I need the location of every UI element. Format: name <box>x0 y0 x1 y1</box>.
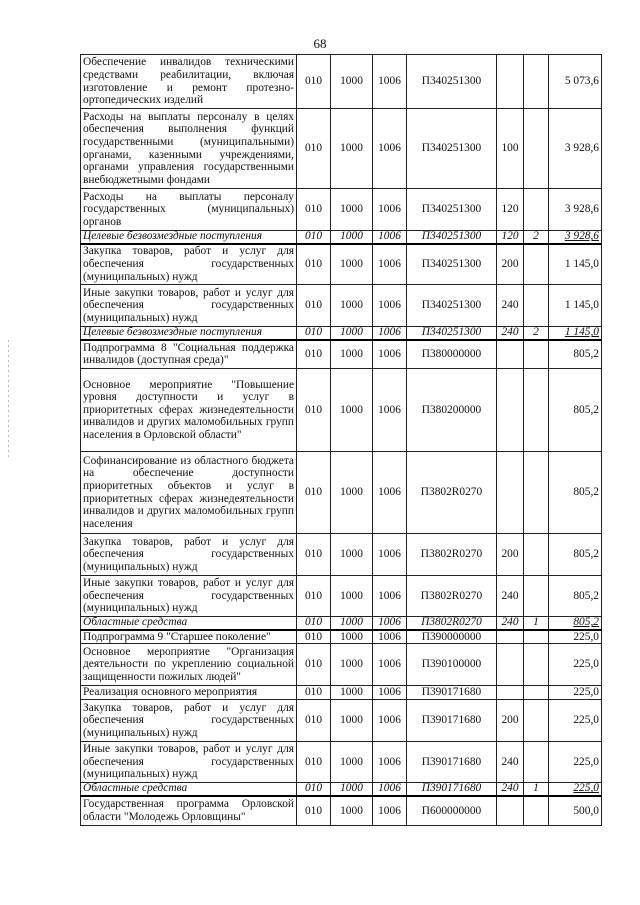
row-code-source <box>524 576 549 617</box>
row-code-admin: 010 <box>297 231 331 244</box>
row-amount: 805,2 <box>549 617 602 630</box>
row-code-source <box>524 686 549 700</box>
row-code-admin: 010 <box>297 742 331 783</box>
row-code-expense-type: 200 <box>497 534 524 576</box>
row-code-expense-type: 120 <box>497 189 524 231</box>
row-code-admin: 010 <box>297 534 331 576</box>
table-row <box>81 534 602 576</box>
row-code-target: П340251300 <box>407 231 497 244</box>
row-code-source <box>524 189 549 231</box>
row-code-expense-type <box>497 452 524 534</box>
row-code-source <box>524 285 549 327</box>
row-code-source <box>524 340 549 369</box>
row-code-expense-type: 240 <box>497 285 524 327</box>
row-amount: 225,0 <box>549 700 602 742</box>
row-code-subsection: 1006 <box>373 244 407 285</box>
row-amount: 805,2 <box>549 340 602 369</box>
row-amount: 1 145,0 <box>549 244 602 285</box>
row-code-source <box>524 244 549 285</box>
table-row <box>81 109 602 189</box>
row-code-admin: 010 <box>297 617 331 630</box>
row-name: Целевые безвозмездные поступления <box>81 231 297 244</box>
row-code-target: П3802R0270 <box>407 452 497 534</box>
row-code-subsection: 1006 <box>373 231 407 244</box>
row-code-target: П340251300 <box>407 55 497 109</box>
row-name: Софинансирование из областного бюджета на обеспечение доступности приоритетных объектов и услуг в приоритетных сферах жизнедеятельности инвалидов и других маломобильных групп населения <box>81 452 297 534</box>
row-amount: 225,0 <box>549 630 602 644</box>
row-name: Закупка товаров, работ и услуг для обеспечения государственных (муниципальных) нужд <box>81 534 297 576</box>
table-row-source <box>81 231 602 244</box>
row-code-subsection: 1006 <box>373 55 407 109</box>
table-row <box>81 189 602 231</box>
row-name: Иные закупки товаров, работ и услуг для обеспечения государственных (муниципальных) нужд <box>81 576 297 617</box>
row-code-section: 1000 <box>331 783 373 796</box>
row-code-expense-type: 240 <box>497 576 524 617</box>
budget-table-body <box>81 55 602 826</box>
row-code-target: П340251300 <box>407 285 497 327</box>
table-row <box>81 55 602 109</box>
row-name: Закупка товаров, работ и услуг для обеспечения государственных (муниципальных) нужд <box>81 244 297 285</box>
row-code-target: П3802R0270 <box>407 617 497 630</box>
row-code-expense-type <box>497 630 524 644</box>
row-name: Подпрограмма 8 "Социальная поддержка инвалидов (доступная среда)" <box>81 340 297 369</box>
row-code-section: 1000 <box>331 534 373 576</box>
row-code-section: 1000 <box>331 630 373 644</box>
row-code-target: П3802R0270 <box>407 576 497 617</box>
row-code-admin: 010 <box>297 686 331 700</box>
table-row <box>81 686 602 700</box>
row-code-admin: 010 <box>297 700 331 742</box>
row-code-subsection: 1006 <box>373 340 407 369</box>
row-code-section: 1000 <box>331 340 373 369</box>
row-code-section: 1000 <box>331 576 373 617</box>
row-code-admin: 010 <box>297 244 331 285</box>
row-code-subsection: 1006 <box>373 742 407 783</box>
row-code-expense-type: 200 <box>497 700 524 742</box>
row-code-section: 1000 <box>331 369 373 452</box>
row-code-admin: 010 <box>297 644 331 686</box>
row-code-target: П600000000 <box>407 796 497 826</box>
row-code-target: П340251300 <box>407 244 497 285</box>
row-name: Целевые безвозмездные поступления <box>81 327 297 340</box>
row-code-section: 1000 <box>331 700 373 742</box>
row-code-section: 1000 <box>331 644 373 686</box>
row-code-expense-type: 120 <box>497 231 524 244</box>
row-code-admin: 010 <box>297 109 331 189</box>
row-name: Подпрограмма 9 "Старшее поколение" <box>81 630 297 644</box>
row-code-expense-type: 100 <box>497 109 524 189</box>
table-row <box>81 630 602 644</box>
row-code-admin: 010 <box>297 369 331 452</box>
row-amount: 805,2 <box>549 576 602 617</box>
row-code-section: 1000 <box>331 742 373 783</box>
row-code-admin: 010 <box>297 55 331 109</box>
table-row <box>81 452 602 534</box>
table-row <box>81 644 602 686</box>
row-code-source: 1 <box>524 783 549 796</box>
row-code-source: 2 <box>524 231 549 244</box>
page-number: 68 <box>313 36 327 51</box>
row-code-admin: 010 <box>297 630 331 644</box>
row-code-section: 1000 <box>331 244 373 285</box>
row-code-subsection: 1006 <box>373 285 407 327</box>
row-code-section: 1000 <box>331 285 373 327</box>
row-code-section: 1000 <box>331 55 373 109</box>
row-code-target: П390171680 <box>407 700 497 742</box>
row-code-expense-type <box>497 796 524 826</box>
row-code-expense-type <box>497 340 524 369</box>
row-amount: 3 928,6 <box>549 189 602 231</box>
table-row-source <box>81 783 602 796</box>
row-code-subsection: 1006 <box>373 686 407 700</box>
row-code-expense-type: 240 <box>497 617 524 630</box>
row-code-source <box>524 534 549 576</box>
row-code-subsection: 1006 <box>373 783 407 796</box>
row-code-subsection: 1006 <box>373 452 407 534</box>
row-amount: 225,0 <box>549 686 602 700</box>
row-code-subsection: 1006 <box>373 576 407 617</box>
row-code-section: 1000 <box>331 452 373 534</box>
table-row-source <box>81 327 602 340</box>
row-name: Областные средства <box>81 617 297 630</box>
row-code-source <box>524 369 549 452</box>
row-code-admin: 010 <box>297 783 331 796</box>
row-code-subsection: 1006 <box>373 796 407 826</box>
row-amount: 3 928,6 <box>549 109 602 189</box>
row-code-expense-type: 240 <box>497 327 524 340</box>
row-name: Иные закупки товаров, работ и услуг для обеспечения государственных (муниципальных) нужд <box>81 285 297 327</box>
row-code-subsection: 1006 <box>373 700 407 742</box>
budget-table <box>80 54 602 826</box>
row-code-target: П390100000 <box>407 644 497 686</box>
row-code-admin: 010 <box>297 327 331 340</box>
row-code-target: П390171680 <box>407 783 497 796</box>
row-amount: 805,2 <box>549 534 602 576</box>
table-row <box>81 244 602 285</box>
table-row <box>81 576 602 617</box>
row-name: Закупка товаров, работ и услуг для обеспечения государственных (муниципальных) нужд <box>81 700 297 742</box>
table-row <box>81 369 602 452</box>
row-amount: 805,2 <box>549 452 602 534</box>
row-code-target: П340251300 <box>407 109 497 189</box>
row-code-target: П390000000 <box>407 630 497 644</box>
row-code-target: П380200000 <box>407 369 497 452</box>
row-code-admin: 010 <box>297 340 331 369</box>
row-code-expense-type: 240 <box>497 783 524 796</box>
row-code-target: П390171680 <box>407 686 497 700</box>
row-code-source <box>524 644 549 686</box>
row-code-expense-type <box>497 55 524 109</box>
row-code-subsection: 1006 <box>373 534 407 576</box>
row-amount: 1 145,0 <box>549 327 602 340</box>
row-code-admin: 010 <box>297 189 331 231</box>
row-code-admin: 010 <box>297 285 331 327</box>
row-name: Основное мероприятие "Организация деятельности по укреплению социальной защищенности пожилых людей" <box>81 644 297 686</box>
row-code-source <box>524 742 549 783</box>
row-code-expense-type: 240 <box>497 742 524 783</box>
row-code-target: П340251300 <box>407 189 497 231</box>
row-code-subsection: 1006 <box>373 644 407 686</box>
row-code-section: 1000 <box>331 617 373 630</box>
row-code-subsection: 1006 <box>373 617 407 630</box>
row-amount: 3 928,6 <box>549 231 602 244</box>
row-code-section: 1000 <box>331 796 373 826</box>
row-code-section: 1000 <box>331 231 373 244</box>
row-code-source <box>524 796 549 826</box>
row-name: Расходы на выплаты персоналу государственных (муниципальных) органов <box>81 189 297 231</box>
row-code-target: П390171680 <box>407 742 497 783</box>
row-code-expense-type <box>497 686 524 700</box>
table-row <box>81 700 602 742</box>
row-code-admin: 010 <box>297 452 331 534</box>
row-code-subsection: 1006 <box>373 109 407 189</box>
row-amount: 1 145,0 <box>549 285 602 327</box>
row-amount: 500,0 <box>549 796 602 826</box>
row-code-source: 1 <box>524 617 549 630</box>
row-name: Иные закупки товаров, работ и услуг для обеспечения государственных (муниципальных) нужд <box>81 742 297 783</box>
table-row <box>81 340 602 369</box>
row-name: Обеспечение инвалидов техническими средствами реабилитации, включая изготовление и ремонт протезно-ортопедических изделий <box>81 55 297 109</box>
scan-margin-mark <box>8 340 9 460</box>
row-name: Основное мероприятие "Повышение уровня доступности и услуг в приоритетных сферах жизнедеятельности инвалидов и других маломобильных групп населения в Орловской области" <box>81 369 297 452</box>
row-code-section: 1000 <box>331 686 373 700</box>
row-code-source <box>524 55 549 109</box>
table-row-source <box>81 617 602 630</box>
row-code-subsection: 1006 <box>373 630 407 644</box>
row-amount: 225,0 <box>549 644 602 686</box>
row-code-target: П3802R0270 <box>407 534 497 576</box>
row-code-section: 1000 <box>331 109 373 189</box>
row-code-subsection: 1006 <box>373 189 407 231</box>
row-amount: 5 073,6 <box>549 55 602 109</box>
row-amount: 805,2 <box>549 369 602 452</box>
row-code-admin: 010 <box>297 796 331 826</box>
row-code-expense-type <box>497 369 524 452</box>
row-code-source <box>524 630 549 644</box>
row-amount: 225,0 <box>549 742 602 783</box>
row-code-expense-type <box>497 644 524 686</box>
row-code-target: П380000000 <box>407 340 497 369</box>
row-code-subsection: 1006 <box>373 327 407 340</box>
row-name: Государственная программа Орловской области "Молодежь Орловщины" <box>81 796 297 826</box>
row-name: Реализация основного мероприятия <box>81 686 297 700</box>
row-code-section: 1000 <box>331 327 373 340</box>
table-row <box>81 285 602 327</box>
row-code-target: П340251300 <box>407 327 497 340</box>
row-amount: 225,0 <box>549 783 602 796</box>
table-row <box>81 796 602 826</box>
row-name: Областные средства <box>81 783 297 796</box>
row-name: Расходы на выплаты персоналу в целях обеспечения выполнения функций государственными (муниципальными) органами, казенными учреждениями, органами управления государственными внебюджетными фондами <box>81 109 297 189</box>
row-code-source <box>524 109 549 189</box>
row-code-source: 2 <box>524 327 549 340</box>
table-row <box>81 742 602 783</box>
row-code-source <box>524 700 549 742</box>
row-code-section: 1000 <box>331 189 373 231</box>
row-code-source <box>524 452 549 534</box>
row-code-admin: 010 <box>297 576 331 617</box>
row-code-subsection: 1006 <box>373 369 407 452</box>
row-code-expense-type: 200 <box>497 244 524 285</box>
